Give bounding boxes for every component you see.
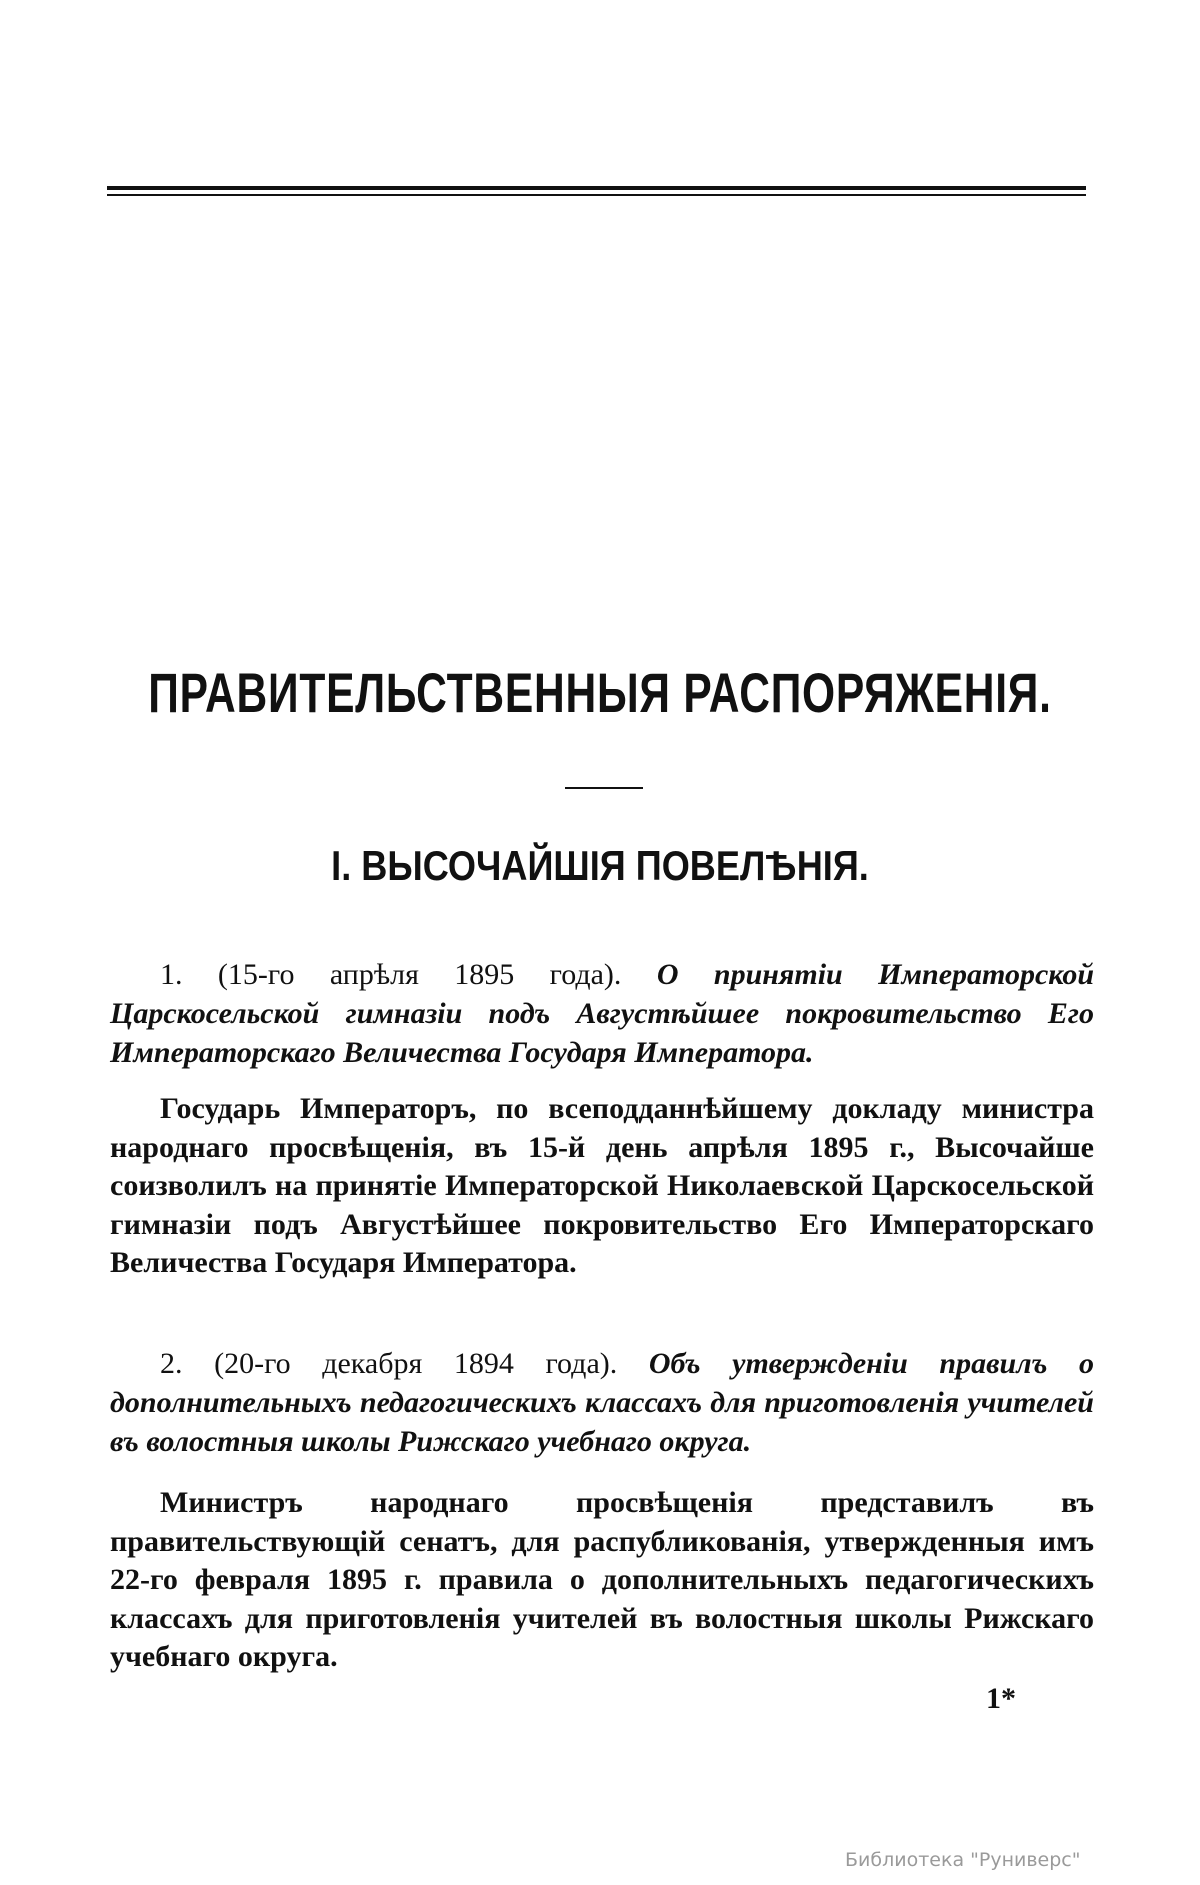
item-1-number: 1. (160, 958, 183, 991)
item-1-body: Государь Императоръ, по всеподданнѣйшему докладу министра народнаго просвѣщенія, въ 15-й день апрѣля 1895 г., Высочайше соизволилъ на принятіе Императорской Николаевской Царскосельской гимназіи подъ Августѣйшее покровительство Его Императорскаго Величества Государя Императора. (110, 1092, 1094, 1279)
item-1-heading (110, 955, 1094, 1072)
library-watermark: Библиотека "Руниверс" (845, 1849, 1081, 1871)
item-2-body: Министръ народнаго просвѣщенія представилъ въ правительствующій сенатъ, для распубликованія, утвержденныя имъ 22-го февраля 1895 г. правила о дополнительныхъ педагогическихъ классахъ для приготовленія учителей въ волостныя школы Рижскаго учебнаго округа. (110, 1486, 1094, 1673)
item-1-subject: О принятіи Императорской Царскосельской гимназіи подъ Августѣйшее покровительство Его Императорскаго Величества Государя Императора. (110, 958, 1095, 1069)
section-heading: I. ВЫСОЧАЙШІЯ ПОВЕЛѢНІЯ. (331, 842, 869, 889)
item-2-number: 2. (160, 1347, 183, 1380)
page-title: ПРАВИТЕЛЬСТВЕННЫЯ РАСПОРЯЖЕНІЯ. (148, 661, 1052, 724)
top-rule-thick (107, 186, 1086, 190)
title-divider (565, 787, 643, 789)
item-2-heading (110, 1344, 1094, 1461)
item-2-subject: Объ утвержденіи правилъ о дополнительныхъ педагогическихъ классахъ для приготовленія учителей въ волостныя школы Рижскаго учебнаго округа. (110, 1347, 1094, 1458)
item-2-date: (20-го декабря 1894 года). (214, 1347, 618, 1380)
top-rule-thin (107, 194, 1086, 196)
page-number: 1* (986, 1682, 1016, 1715)
item-1-date: (15-го апрѣля 1895 года). (217, 958, 622, 991)
